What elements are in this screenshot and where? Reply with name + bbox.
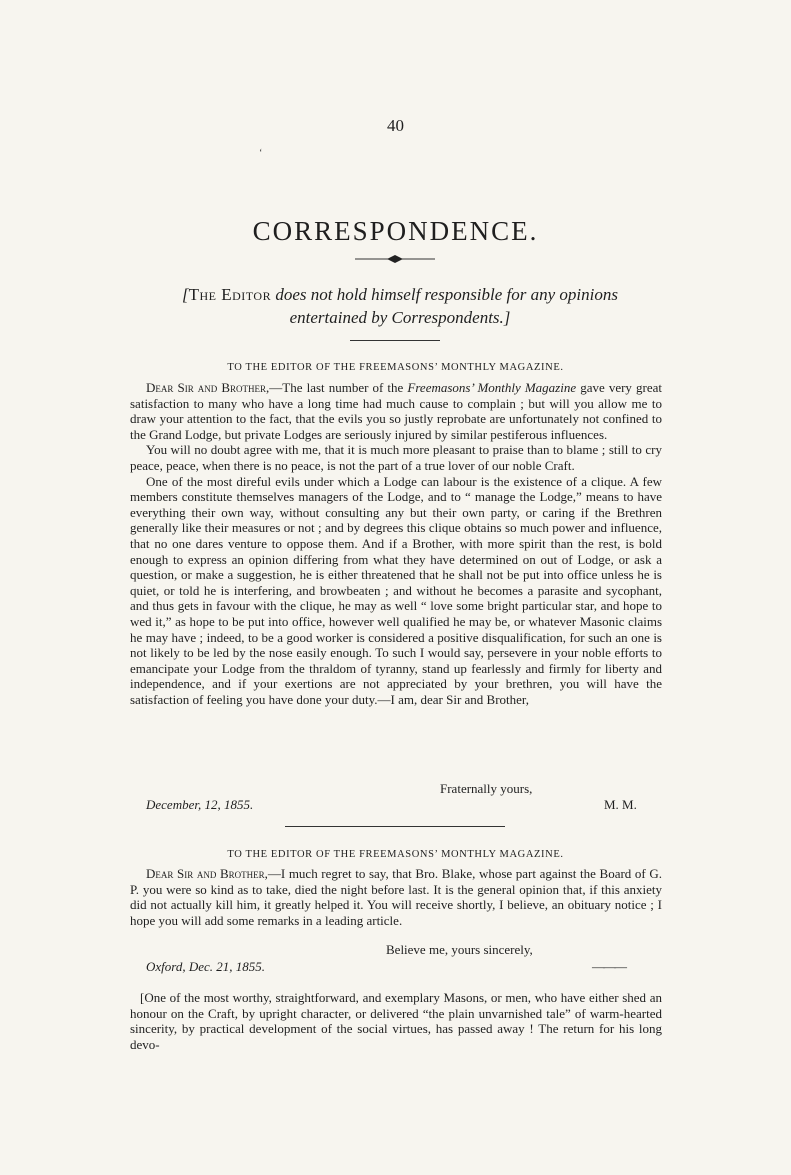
letter2-date: Oxford, Dec. 21, 1855.: [146, 959, 266, 974]
letter2-body: [130, 866, 662, 928]
disclaimer-text: does not hold himself responsible for any opinions: [271, 285, 618, 304]
editor-label: The Editor: [188, 285, 272, 304]
letter-separator: [285, 826, 505, 827]
letter1-salutation: Dear Sir and Brother,: [146, 380, 270, 395]
divider-rule: [350, 340, 440, 341]
letter1-closing: Fraternally yours,: [440, 781, 533, 796]
letter1-paragraph-2: You will no doubt agree with me, that it is much more pleasant to praise than to blame ; still to cry peace, peace, when there is no peace, is not the part of a true lover of our noble Craft.: [130, 442, 662, 473]
editor-reply-text: [One of the most worthy, straightforward, and exemplary Masons, or men, who have either shed an honour on the Craft, by upright character, or delivered “the plain unvarnished tale” of warm-hearted sincerity, by practical development of the social virtues, has passed away ! The return for his long devo-: [130, 990, 662, 1052]
letter1-body: [130, 380, 662, 707]
disclaimer-line2: entertained by Correspondents.]: [289, 308, 511, 327]
letter1-paragraph-1: [130, 380, 662, 442]
letter2-closing: Believe me, yours sincerely,: [386, 942, 533, 957]
letter1-heading: TO THE EDITOR OF THE FREEMASONS’ MONTHLY MAGAZINE.: [227, 362, 564, 373]
letter2-paragraph-1: [130, 866, 662, 928]
letter2-signature: ———: [592, 959, 625, 974]
stray-mark: ‘: [259, 148, 263, 159]
letter1-p1-start: —The last number of the: [269, 380, 408, 395]
letter1-paragraph-3: One of the most direful evils under which a Lodge can labour is the existence of a clique. A few members constitute themselves managers of the Lodge, and to “ manage the Lodge,” means to have everything their own way, without consulting any but their own party, or caring if the Brethren generally like their measures or not ; and by degrees this clique obtains so much power and influence, that no one dares venture to oppose them. And if a Brother, with more spirit than the rest, is bold enough to express an opinion differing from what they have determined on out of Lodge, or ask a question, or make a suggestion, he is either threatened that he shall not be put into office unless he is quiet, or told he is interfering, and browbeaten ; and without he becomes a parasite and sycophant, and thus gets in favour with the clique, he may as well “ love some bright particular star, and hope to wed it,” as hope to be put into office, however well qualified he may be, or whatever Masonic claims he may have ; indeed, to be a good worker is considered a positive disqualification, for such an one is not likely to be led by the nose easily enough. To such I would say, persevere in your noble efforts to emancipate your Lodge from the thraldom of tyranny, stand up fearlessly and firmly for liberty and independence, and if your exertions are not appreciated by your brethren, you will have the satisfaction of feeling you have done your duty.—I am, dear Sir and Brother,: [130, 473, 662, 707]
ornament-divider-icon: [355, 252, 435, 266]
editor-disclaimer: [140, 283, 660, 329]
letter1-p1-rest: gave very great satisfaction to many who have a long time had much cause to complain ; but will you allow me to draw your attention to the fact, that the evils you so justly reprobate are unfortunately not confined to the Grand Lodge, but private Lodges are seriously injured by similar pestiferous influences.: [130, 380, 662, 442]
letter2-salutation: Dear Sir and Brother,: [146, 866, 268, 881]
letter2-heading: TO THE EDITOR OF THE FREEMASONS’ MONTHLY MAGAZINE.: [227, 849, 564, 860]
editor-reply: [130, 990, 662, 1052]
letter1-date: December, 12, 1855.: [146, 797, 254, 812]
section-title: CORRESPONDENCE.: [252, 216, 539, 246]
magazine-title: Freemasons’ Monthly Magazine: [407, 380, 577, 395]
letter1-signature: M. M.: [604, 797, 637, 812]
letter2-p1: —I much regret to say, that Bro. Blake, whose part against the Board of G. P. you were so kind as to take, died the night before last. It is the general opinion that, if this anxiety did not actually kill him, it greatly helped it. You will receive shortly, I believe, an obituary notice ; I hope you will add some remarks in a leading article.: [130, 866, 662, 928]
page-number: 40: [387, 116, 404, 135]
disclaimer-bracket: [: [181, 285, 189, 304]
